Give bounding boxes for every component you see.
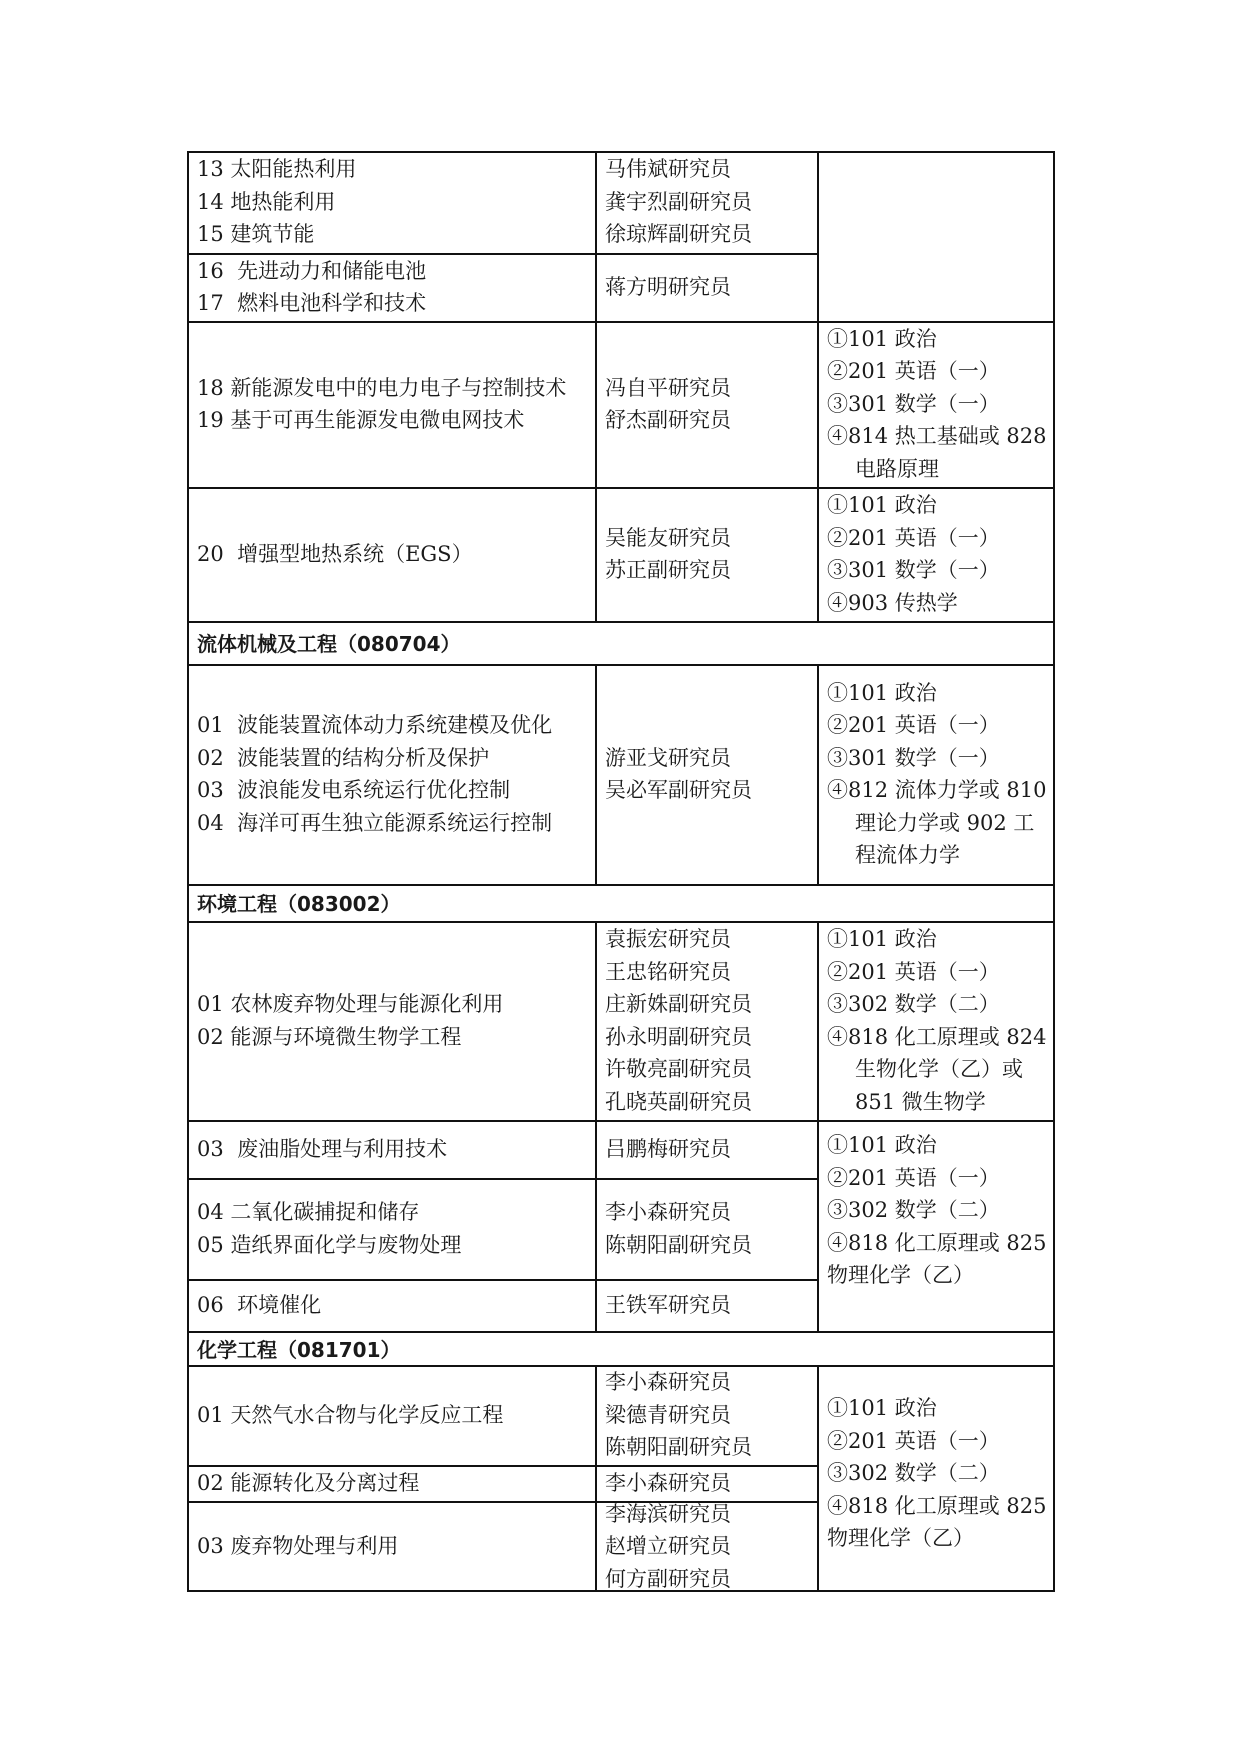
exam-subjects-cell-line: ④818 化工原理或 825 [827,1230,1047,1255]
supervisor-cell-line: 李小森研究员 [605,1470,731,1495]
section-heading: 化学工程（081701） [197,1337,401,1362]
supervisor-cell-line: 龚宇烈副研究员 [605,189,752,214]
column-divider [595,664,597,884]
exam-subjects-cell-line: ④812 流体力学或 810 [827,778,1047,802]
direction-cell-line: 03 废弃物处理与利用 [197,1534,399,1559]
supervisor-cell-line: 李小森研究员 [605,1200,731,1224]
supervisor-cell-line: 冯自平研究员 [605,375,731,400]
supervisor-cell-line: 吕鹏梅研究员 [605,1136,731,1161]
exam-subjects-cell-line: ④814 热工基础或 828 [827,424,1047,449]
program-table [187,151,1055,1592]
direction-cell-line: 02 能源转化及分离过程 [197,1470,420,1495]
exam-subjects-cell-line: ②201 英语（一） [827,1428,1000,1453]
direction-cell-line: 05 造纸界面化学与废物处理 [197,1232,462,1257]
exam-subjects-cell-line: 851 微生物学 [855,1089,986,1114]
direction-cell-line: 13 太阳能热利用 [197,157,357,182]
exam-subjects-cell-line: ①101 政治 [827,493,937,517]
exam-subjects-cell-line: 物理化学（乙） [827,1263,974,1288]
supervisor-cell-line: 王忠铭研究员 [605,959,731,984]
column-divider [595,921,597,1331]
supervisor-cell-line: 孙永明副研究员 [605,1024,752,1049]
direction-cell-line: 15 建筑节能 [197,222,315,247]
supervisor-cell [605,1501,731,1592]
supervisor-cell-line: 梁德青研究员 [605,1402,731,1427]
exam-subjects-cell-line: ③302 数学（二） [827,1461,1000,1486]
exam-subjects-cell [827,321,1047,487]
exam-subjects-cell-line: 电路原理 [855,456,939,481]
column-divider [817,664,819,884]
exam-subjects-cell-line: ④818 化工原理或 824 [827,1024,1047,1049]
exam-subjects-cell-line: ②201 英语（一） [827,525,1000,550]
supervisor-cell [605,1120,731,1178]
direction-cell-line: 04 海洋可再生独立能源系统运行控制 [197,810,553,835]
direction-cell [197,1465,419,1501]
column-divider [595,1365,597,1592]
supervisor-cell-line: 李小森研究员 [605,1370,731,1395]
table-border-left [187,151,189,1592]
column-divider [817,151,819,621]
supervisor-cell-line: 舒杰副研究员 [605,408,731,432]
exam-subjects-cell-line: 物理化学（乙） [827,1526,974,1551]
direction-cell-line: 06 环境催化 [197,1292,322,1317]
supervisor-cell [605,1279,731,1331]
table-border-right [1053,151,1055,1592]
direction-cell-line: 04 二氧化碳捕捉和储存 [197,1200,420,1224]
direction-cell-line: 01 天然气水合物与化学反应工程 [197,1402,504,1427]
supervisor-cell-line: 游亚戈研究员 [605,745,731,770]
supervisor-cell-line: 陈朝阳副研究员 [605,1435,752,1460]
direction-cell-line: 19 基于可再生能源发电微电网技术 [197,408,525,432]
exam-subjects-cell-line: 程流体力学 [855,843,960,867]
exam-subjects-cell-line: ③301 数学（一） [827,391,1000,416]
exam-subjects-cell-line: ①101 政治 [827,680,937,705]
direction-cell [197,321,566,487]
supervisor-cell-line: 赵增立研究员 [605,1534,731,1559]
supervisor-cell [605,253,731,321]
direction-cell-line: 18 新能源发电中的电力电子与控制技术 [197,375,567,400]
direction-cell [197,1120,447,1178]
direction-cell-line: 03 波浪能发电系统运行优化控制 [197,778,511,802]
exam-subjects-cell-line: ①101 政治 [827,326,937,351]
direction-cell [197,487,473,621]
exam-subjects-cell-line: ②201 英语（一） [827,713,1000,737]
exam-subjects-cell [827,1120,1047,1301]
supervisor-cell-line: 何方副研究员 [605,1566,731,1591]
direction-cell [197,151,356,253]
exam-subjects-cell [827,487,1000,621]
exam-subjects-cell-line: ③301 数学（一） [827,558,1000,582]
direction-cell-line: 20 增强型地热系统（EGS） [197,541,473,566]
supervisor-cell-line: 苏正副研究员 [605,558,731,582]
direction-cell-line: 02 能源与环境微生物学工程 [197,1024,462,1049]
direction-cell [197,1365,503,1465]
direction-cell [197,1279,321,1331]
supervisor-cell-line: 陈朝阳副研究员 [605,1232,752,1257]
direction-cell-line: 17 燃料电池科学和技术 [197,291,427,315]
exam-subjects-cell-line: ③301 数学（一） [827,745,1000,770]
supervisor-cell-line: 蒋方明研究员 [605,274,731,299]
direction-cell-line: 01 波能装置流体动力系统建模及优化 [197,713,553,737]
supervisor-cell [605,1365,752,1465]
exam-subjects-cell-line: ②201 英语（一） [827,959,1000,984]
supervisor-cell-line: 吴必军副研究员 [605,778,752,802]
exam-subjects-cell-line: ③302 数学（二） [827,1198,1000,1223]
exam-subjects-cell-line: ①101 政治 [827,927,937,951]
direction-cell [197,1501,398,1592]
direction-cell-line: 16 先进动力和储能电池 [197,258,427,283]
supervisor-cell [605,321,731,487]
exam-subjects-cell [827,1365,1047,1582]
exam-subjects-cell-line: ①101 政治 [827,1396,937,1421]
column-divider [595,151,597,621]
supervisor-cell-line: 吴能友研究员 [605,525,731,550]
supervisor-cell [605,1178,752,1279]
exam-subjects-cell [827,921,1047,1120]
direction-cell-line: 03 废油脂处理与利用技术 [197,1136,448,1161]
direction-cell-line: 14 地热能利用 [197,189,336,214]
supervisor-cell-line: 袁振宏研究员 [605,927,731,951]
direction-cell [197,253,426,321]
supervisor-cell-line: 王铁军研究员 [605,1292,731,1317]
direction-cell [197,664,552,884]
exam-subjects-cell-line: ③302 数学（二） [827,992,1000,1016]
supervisor-cell-line: 马伟斌研究员 [605,157,731,182]
supervisor-cell [605,151,752,253]
direction-cell [197,1178,461,1279]
exam-subjects-cell-line: ②201 英语（一） [827,1165,1000,1190]
section-heading: 流体机械及工程（080704） [197,632,461,656]
exam-subjects-cell-line: ④818 化工原理或 825 [827,1493,1047,1518]
exam-subjects-cell-line: ①101 政治 [827,1133,937,1158]
supervisor-cell [605,664,752,884]
exam-subjects-cell-line: 生物化学（乙）或 [855,1057,1023,1081]
exam-subjects-cell-line: ②201 英语（一） [827,359,1000,384]
supervisor-cell [605,1465,731,1501]
section-heading: 环境工程（083002） [197,892,401,916]
supervisor-cell-line: 庄新姝副研究员 [605,992,752,1016]
exam-subjects-cell-line: ④903 传热学 [827,590,958,615]
supervisor-cell-line: 徐琼辉副研究员 [605,222,752,247]
supervisor-cell [605,921,752,1120]
direction-cell-line: 02 波能装置的结构分析及保护 [197,745,490,770]
supervisor-cell [605,487,731,621]
direction-cell [197,921,503,1120]
supervisor-cell-line: 李海滨研究员 [605,1501,731,1526]
exam-subjects-cell [827,664,1047,884]
column-divider [817,1365,819,1592]
exam-subjects-cell-line: 理论力学或 902 工 [855,810,1035,835]
column-divider [817,921,819,1331]
supervisor-cell-line: 孔晓英副研究员 [605,1089,752,1114]
supervisor-cell-line: 许敬亮副研究员 [605,1057,752,1081]
direction-cell-line: 01 农林废弃物处理与能源化利用 [197,992,504,1016]
